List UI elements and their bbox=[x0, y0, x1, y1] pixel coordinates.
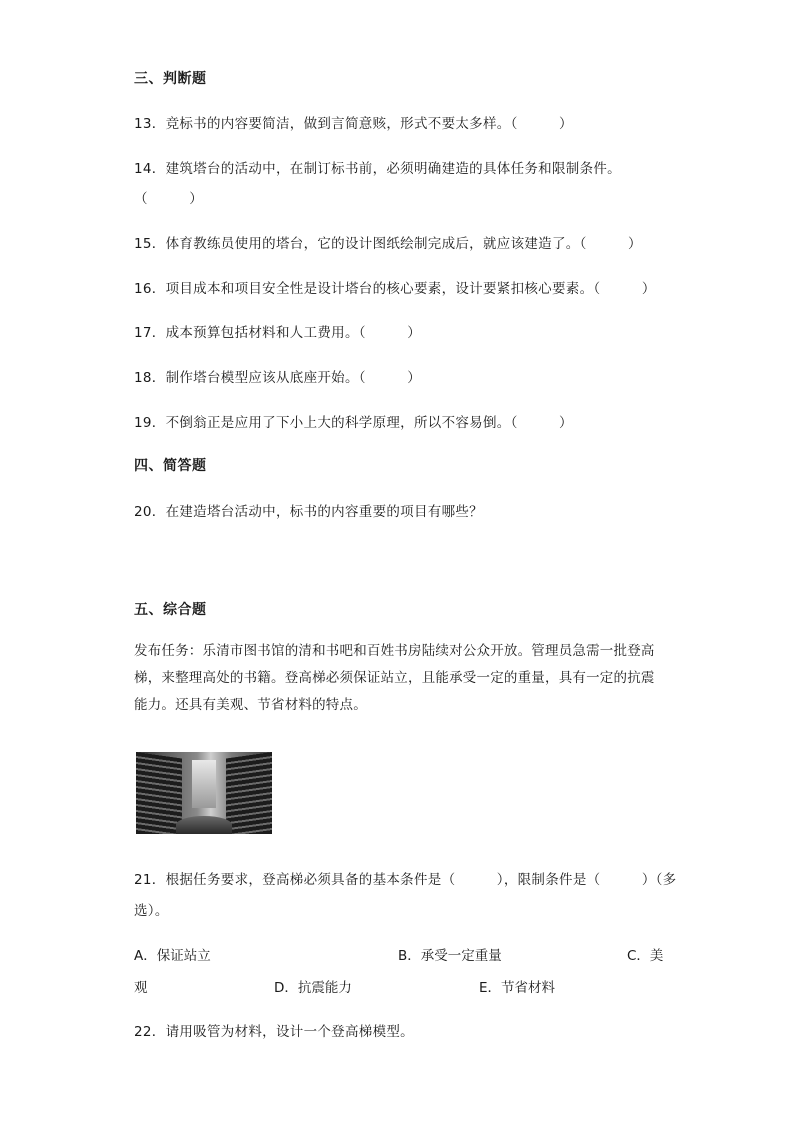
task-description: 发布任务：乐清市图书馆的清和书吧和百姓书房陆续对公众开放。管理员急需一批登高梯，来整理高处的书籍。登高梯必须保证站立，且能承受一定的重量，具有一定的抗震能力。还具有美观、节省材料的特点。 bbox=[134, 643, 655, 713]
question-14: 14．建筑塔台的活动中，在制订标书前，必须明确建造的具体任务和限制条件。 bbox=[134, 161, 621, 177]
question-14-blank: （ ） bbox=[134, 191, 203, 207]
question-18: 18．制作塔台模型应该从底座开始。（ ） bbox=[134, 370, 422, 386]
bookshelf-right bbox=[226, 752, 272, 834]
library-hall bbox=[192, 760, 216, 808]
section-4-heading: 四、简答题 bbox=[134, 458, 207, 474]
library-floor bbox=[176, 816, 232, 834]
option-d: D．抗震能力 bbox=[274, 980, 352, 996]
section-3-heading: 三、判断题 bbox=[134, 71, 207, 87]
question-21-line2: 选）。 bbox=[134, 903, 169, 919]
question-13: 13．竞标书的内容要简洁，做到言简意赅，形式不要太多样。（ ） bbox=[134, 116, 573, 132]
question-22: 22．请用吸管为材料，设计一个登高梯模型。 bbox=[134, 1024, 414, 1040]
question-19: 19．不倒翁正是应用了下小上大的科学原理，所以不容易倒。（ ） bbox=[134, 415, 573, 431]
option-b: B．承受一定重量 bbox=[398, 948, 502, 964]
question-16: 16．项目成本和项目安全性是设计塔台的核心要素，设计要紧扣核心要素。（ ） bbox=[134, 281, 656, 297]
library-photo bbox=[136, 752, 272, 834]
section-5-heading: 五、综合题 bbox=[134, 602, 207, 618]
bookshelf-left bbox=[136, 752, 182, 834]
option-c: C．美 bbox=[627, 948, 664, 964]
question-15: 15．体育教练员使用的塔台，它的设计图纸绘制完成后，就应该建造了。（ ） bbox=[134, 236, 642, 252]
option-e: E．节省材料 bbox=[479, 980, 556, 996]
option-c-continued: 观 bbox=[134, 980, 148, 996]
question-20: 20．在建造塔台活动中，标书的内容重要的项目有哪些？ bbox=[134, 504, 483, 520]
question-21-line1: 21．根据任务要求，登高梯必须具备的基本条件是（ ），限制条件是（ ）（多 bbox=[134, 872, 677, 888]
option-a: A．保证站立 bbox=[134, 948, 211, 964]
question-17: 17．成本预算包括材料和人工费用。（ ） bbox=[134, 325, 422, 341]
